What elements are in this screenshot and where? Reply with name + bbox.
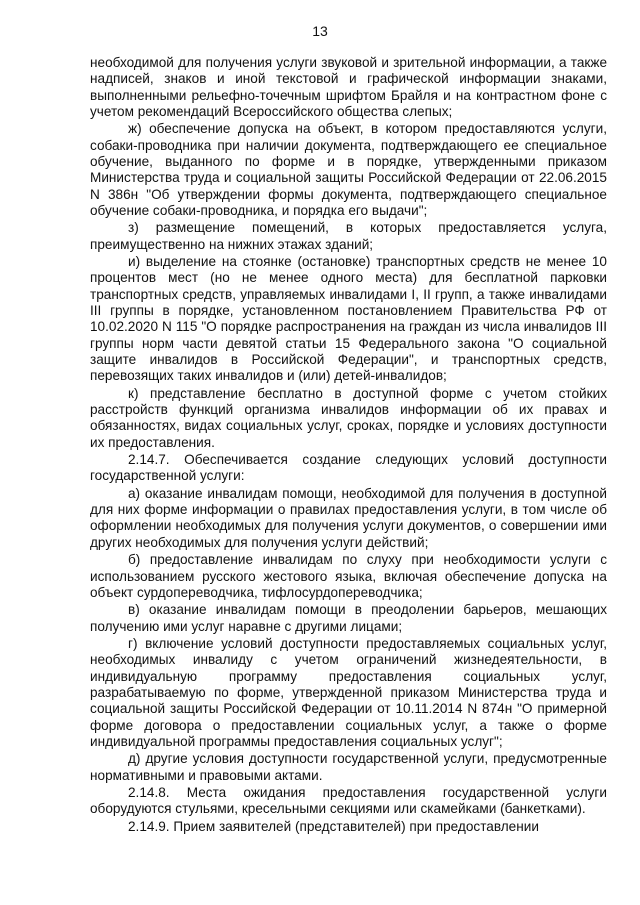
paragraph: г) включение условий доступности предоставляемых социальных услуг, необходимых инвалиду с учетом ограничений жизнедеятельности, в индивидуальную программу предоставления социальных услуг, разрабатываемую по форме, утвержденной приказом Министерства труда и социальной защиты Российской Федерации от 10.11.2014 N 874н "О примерной форме договора о предоставлении социальных услуг, а также о форме индивидуальной программы предоставления социальных услуг";: [90, 636, 607, 749]
paragraph: в) оказание инвалидам помощи в преодолении барьеров, мешающих получению ими услуг наравне с другими лицами;: [90, 602, 607, 634]
paragraph: а) оказание инвалидам помощи, необходимой для получения в доступной для них форме информации о правилах предоставления услуги, в том числе об оформлении необходимых для получения услуги документов, о совершении ими других необходимых для получения услуги действий;: [90, 485, 607, 550]
paragraph: 2.14.9. Прием заявителей (представителей) при предоставлении: [128, 818, 539, 834]
paragraph: необходимой для получения услуги звуковой и зрительной информации, а также надписей, знаков и иной текстовой и графической информации знаками, выполненными рельефно-точечным шрифтом Брайля и на контрастном фоне с учетом рекомендаций Всероссийского общества слепых;: [90, 55, 607, 119]
paragraph: и) выделение на стоянке (остановке) транспортных средств не менее 10 процентов мест (но не менее одного места) для бесплатной парковки транспортных средств, управляемых инвалидами I, II групп, а также инвалидами III группы в порядке, установленном постановлением Правительства РФ от 10.02.2020 N 115 "О порядке распространения на граждан из числа инвалидов III группы норм части девятой статьи 15 Федерального закона "О социальной защите инвалидов в Российской Федерации", и транспортных средств, перевозящих таких инвалидов и (или) детей-инвалидов;: [90, 254, 607, 384]
paragraph: 2.14.8. Места ожидания предоставления государственной услуги оборудуются стульями, кресельными секциями или скамейками (банкетками).: [90, 785, 607, 817]
paragraph: б) предоставление инвалидам по слуху при необходимости услуги с использованием русского жестового языка, включая обеспечение допуска на объект сурдопереводчика, тифлосурдопереводчика;: [90, 552, 607, 600]
paragraph: з) размещение помещений, в которых предоставляется услуга, преимущественно на нижних этажах зданий;: [90, 220, 607, 252]
document-body: [90, 55, 607, 836]
paragraph: ж) обеспечение допуска на объект, в котором предоставляются услуги, собаки-проводника при наличии документа, подтверждающего ее специальное обучение, выданного по форме и в порядке, утвержденными приказом Министерства труда и социальной защиты Российской Федерации от 22.06.2015 N 386н "Об утверждении формы документа, подтверждающего специальное обучение собаки-проводника, и порядка его выдачи";: [90, 121, 607, 218]
page-number: 13: [312, 23, 328, 39]
paragraph: д) другие условия доступности государственной услуги, предусмотренные нормативными и правовыми актами.: [90, 751, 607, 783]
paragraph: 2.14.7. Обеспечивается создание следующих условий доступности государственной услуги:: [90, 452, 607, 484]
paragraph: к) представление бесплатно в доступной форме с учетом стойких расстройств функций организма инвалидов информации об их правах и обязанностях, видах социальных услуг, сроках, порядке и условиях доступности их предоставления.: [90, 385, 607, 450]
